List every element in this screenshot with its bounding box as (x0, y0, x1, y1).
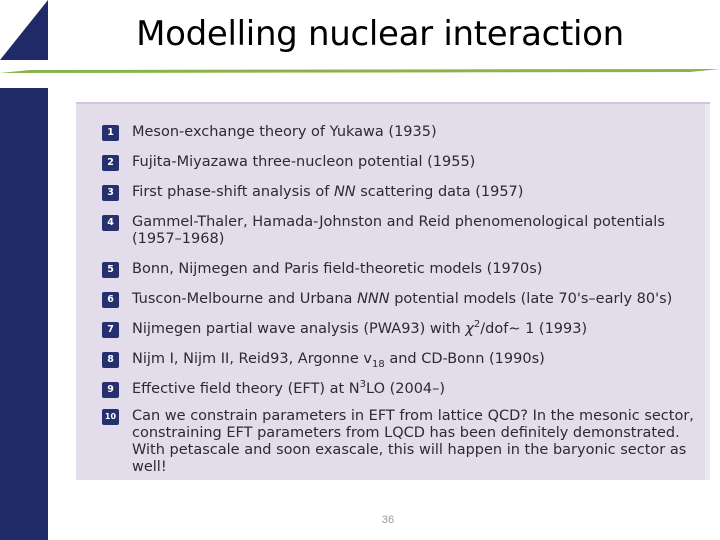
list-item (102, 184, 694, 201)
item-text: Fujita-Miyazawa three-nucleon potential (1955) (132, 154, 476, 170)
chi-symbol: χ (465, 321, 474, 337)
content-panel (76, 102, 710, 480)
item-number-badge: 6 (102, 292, 119, 308)
list-item (102, 351, 694, 368)
page-number: 36 (381, 514, 395, 526)
list-item (102, 408, 694, 476)
superscript: 3 (359, 379, 367, 391)
item-number-badge: 5 (102, 262, 119, 278)
item-text: potential models (late 70's–early 80's) (389, 291, 673, 307)
item-number-badge: 3 (102, 185, 119, 201)
list-item (102, 214, 694, 248)
list-item (102, 261, 694, 278)
item-text-italic: NN (333, 184, 356, 200)
list-item (102, 381, 694, 398)
list-item (102, 291, 694, 308)
item-number-badge: 7 (102, 322, 119, 338)
item-number-badge: 1 (102, 125, 119, 141)
item-text: Nijmegen partial wave analysis (PWA93) with (132, 321, 466, 337)
item-number-badge: 4 (102, 215, 119, 231)
item-text: constraining EFT parameters from LQCD has been definitely demonstrated. (132, 425, 680, 441)
corner-triangle-decoration (0, 0, 48, 60)
item-text: Meson-exchange theory of Yukawa (1935) (132, 124, 437, 140)
item-text: Can we constrain parameters in EFT from lattice QCD? In the mesonic sector, (132, 408, 694, 424)
superscript: 2 (473, 319, 481, 331)
item-text: (1957–1968) (132, 231, 225, 247)
item-number-badge: 8 (102, 352, 119, 368)
list-item (102, 154, 694, 171)
item-text: Nijm I, Nijm II, Reid93, Argonne v (132, 351, 372, 367)
item-text: Tuscon-Melbourne and Urbana (132, 291, 358, 307)
list-item (102, 124, 694, 141)
item-text: With petascale and soon exascale, this will happen in the baryonic sector as well! (132, 442, 687, 475)
item-number-badge: 9 (102, 382, 119, 398)
item-number-badge: 10 (102, 409, 119, 425)
item-text: Effective field theory (EFT) at N (132, 381, 360, 397)
item-text: Bonn, Nijmegen and Paris field-theoretic models (1970s) (132, 261, 543, 277)
item-text: /dof∼ 1 (1993) (480, 321, 588, 337)
item-number-badge: 2 (102, 155, 119, 171)
panel-right-edge (705, 104, 710, 480)
item-text: First phase-shift analysis of (132, 184, 334, 200)
item-text: Gammel-Thaler, Hamada-Johnston and Reid phenomenological potentials (132, 214, 665, 230)
slide-title: Modelling nuclear interaction (136, 14, 624, 54)
subscript: 18 (371, 358, 385, 370)
item-text: and CD-Bonn (1990s) (384, 351, 545, 367)
title-underline (0, 66, 720, 78)
item-text: LO (2004–) (366, 381, 446, 397)
list-item (102, 321, 694, 338)
item-text: scattering data (1957) (355, 184, 524, 200)
item-text-italic: NNN (357, 291, 390, 307)
left-accent-bar (0, 88, 48, 540)
